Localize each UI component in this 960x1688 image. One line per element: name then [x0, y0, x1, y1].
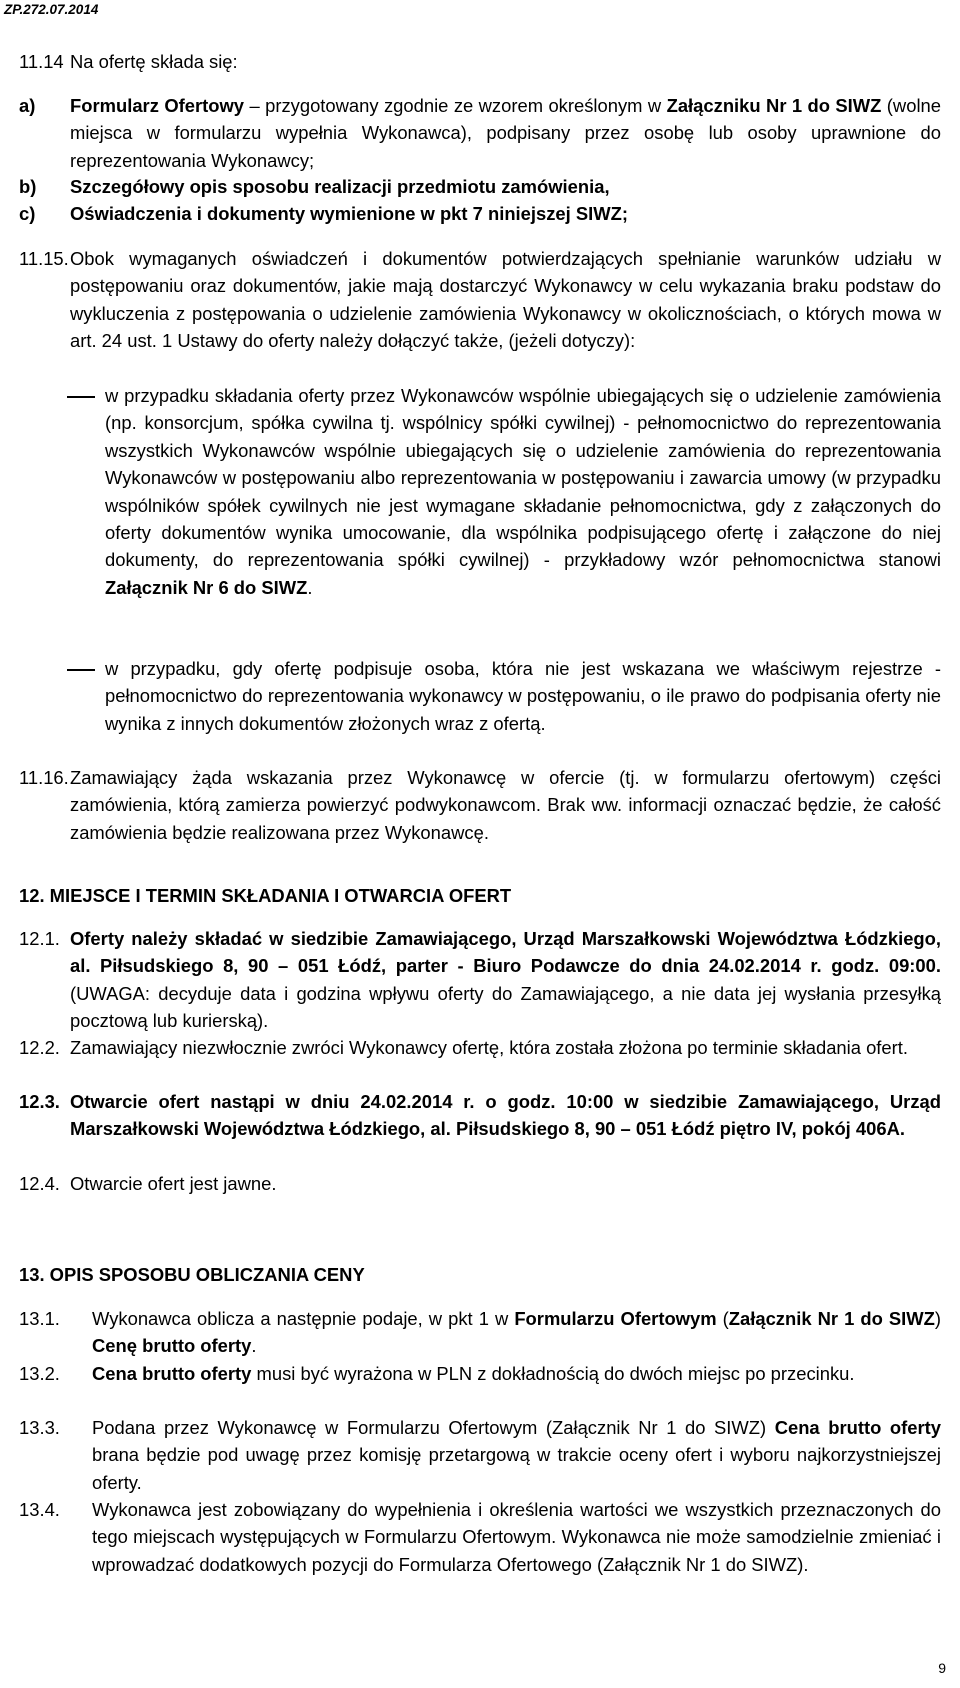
bold-term: Załącznik Nr 1 do SIWZ — [728, 1308, 935, 1329]
section-title: Na ofertę składa się: — [70, 51, 238, 72]
item-text: Zamawiający niezwłocznie zwróci Wykonawcy ofertę, która została złożona po terminie składania ofert. — [70, 1037, 908, 1058]
text-run: ) — [934, 1308, 941, 1329]
bold-term: Formularzu Ofertowym — [514, 1308, 717, 1329]
document-header: ZP.272.07.2014 — [4, 2, 99, 17]
text-run: musi być wyrażona w PLN z dokładnością do dwóch miejsc po przecinku. — [251, 1363, 855, 1384]
section-text: Zamawiający żąda wskazania przez Wykonawcę w ofercie (tj. w formularzu ofertowym) części zamówienia, którą zamierza powierzyć podwykonawcom. Brak ww. informacji oznaczać będzie, że całość zamówienia będzie realizowana przez Wykonawcę. — [70, 767, 941, 843]
item-number: 13.2. — [19, 1363, 60, 1384]
section-number: 11.15. — [19, 248, 69, 269]
item-text: Otwarcie ofert nastąpi w dniu 24.02.2014 r. o godz. 10:00 w siedzibie Zamawiającego, Urząd Marszałkowski Województwa Łódzkiego, al. Piłsudskiego 8, 90 – 051 Łódź piętro IV, pokój 406A. — [70, 1091, 941, 1140]
text-run: . — [307, 576, 313, 598]
dash-separator: – — [244, 95, 266, 116]
bullet-text — [105, 382, 941, 601]
bold-term: Formularz Ofertowy — [70, 95, 245, 116]
list-item-text: Szczegółowy opis sposobu realizacji przedmiotu zamówienia, — [70, 176, 610, 197]
list-letter: c) — [19, 203, 36, 224]
section-12-heading: 12. MIEJSCE I TERMIN SKŁADANIA I OTWARCIA OFERT — [19, 885, 512, 906]
list-item-text: Oświadczenia i dokumenty wymienione w pkt 7 niniejszej SIWZ; — [70, 203, 628, 224]
item-text — [92, 1360, 941, 1387]
bold-term: Załącznik Nr 6 do SIWZ — [105, 576, 308, 598]
bold-term: Cena brutto oferty — [92, 1363, 252, 1384]
list-letter: a) — [19, 95, 36, 116]
item-number: 12.2. — [19, 1037, 60, 1058]
text-run: w przypadku składania oferty przez Wykonawców wspólnie ubiegających się o udzielenie zamówienia (np. konsorcjum, spółka cywilna tj. wspólnicy spółki cywilnej) - pełnomocnictwo do reprezentowania wszystkich Wykonawców wspólnie ubiegających się o udzielenie zamówienia do reprezentowania Wykonawców w postępowaniu albo reprezentowania w postępowaniu i zawarcia umowy (w przypadku wspólników spółek cywilnych nie jest wymagane składanie pełnomocnictwa, gdy z załączonych do oferty dokumentów wynika umocowanie, dla wspólnika podpisującego ofertę i załączone do niej dokumenty, do reprezentowania spółki cywilnej) - przykładowy wzór pełnomocnictwa stanowi — [105, 385, 941, 571]
text-run: . — [251, 1335, 257, 1357]
text-run: (wolne miejsca w formularzu wypełnia Wykonawca), podpisany przez osobę lub osoby uprawnione do reprezentowania Wykonawcy; — [70, 95, 941, 171]
section-number: 11.14 — [19, 51, 64, 72]
bold-term: Cenę brutto oferty — [92, 1335, 252, 1357]
item-number: 13.4. — [19, 1499, 60, 1520]
list-item-text — [70, 92, 941, 174]
dash-bullet — [67, 396, 95, 398]
item-number: 12.1. — [19, 928, 60, 949]
item-text — [92, 1414, 941, 1496]
text-run: w przypadku, gdy ofertę podpisuje osoba, która nie jest wskazana we właściwym rejestrze - pełnomocnictwo do reprezentowania wykonawcy w postępowaniu, o ile prawo do podpisania oferty nie wynika z innych dokumentów złożonych wraz z ofertą. — [105, 658, 941, 734]
item-text — [92, 1305, 941, 1360]
text-run: Podana przez Wykonawcę w Formularzu Ofertowym (Załącznik Nr 1 do SIWZ) — [92, 1417, 775, 1438]
text-run: Wykonawca oblicza a następnie podaje, w pkt 1 w — [92, 1308, 515, 1329]
bold-term: Załączniku Nr 1 do SIWZ — [666, 95, 882, 116]
text-run: Obok wymaganych oświadczeń i dokumentów potwierdzających spełnianie warunków udziału w postępowaniu oraz dokumentów, jakie mają dostarczyć Wykonawcy w celu wykazania braku podstaw do wykluczenia z postępowania o udzielenie zamówienia Wykonawcy w okolicznościach, o których mowa w art. 24 ust. 1 Ustawy do oferty należy dołączyć także, (jeżeli dotyczy): — [70, 248, 941, 352]
text-run: przygotowany zgodnie ze wzorem określonym w — [265, 95, 667, 116]
text-run: ( — [716, 1308, 729, 1329]
item-number: 12.3. — [19, 1091, 60, 1112]
item-number: 13.3. — [19, 1417, 60, 1438]
item-number: 13.1. — [19, 1308, 60, 1329]
list-letter: b) — [19, 176, 37, 197]
section-13-heading: 13. OPIS SPOSOBU OBLICZANIA CENY — [19, 1264, 365, 1285]
bullet-text — [105, 655, 941, 737]
section-number: 11.16. — [19, 767, 69, 788]
dash-bullet — [67, 669, 95, 671]
bold-term: Cena brutto oferty — [774, 1417, 941, 1438]
item-text: Otwarcie ofert jest jawne. — [70, 1173, 277, 1194]
text-run: (UWAGA: decyduje data i godzina wpływu oferty do Zamawiającego, a nie data jej wysłania przesyłką pocztową lub kurierską). — [70, 982, 941, 1032]
page-number: 9 — [938, 1660, 946, 1676]
item-number: 12.4. — [19, 1173, 60, 1194]
item-text — [70, 925, 941, 1035]
text-run: brana będzie pod uwagę przez komisję przetargową w trakcie oceny ofert i wyboru najkorzystniejszej oferty. — [92, 1444, 941, 1493]
section-text — [70, 245, 941, 355]
bold-term: Oferty należy składać w siedzibie Zamawiającego, Urząd Marszałkowski Województwa Łódzkiego, al. Piłsudskiego 8, 90 – 051 Łódź, parter - Biuro Podawcze do dnia 24.02.2014 r. godz. 09:00. — [70, 928, 941, 977]
item-text: Wykonawca jest zobowiązany do wypełnienia i określenia wartości we wszystkich przeznaczonych do tego miejscach występujących w Formularzu Ofertowym. Wykonawca nie może samodzielnie zmieniać i wprowadzać dodatkowych pozycji do Formularza Ofertowego (Załącznik Nr 1 do SIWZ). — [92, 1499, 941, 1575]
